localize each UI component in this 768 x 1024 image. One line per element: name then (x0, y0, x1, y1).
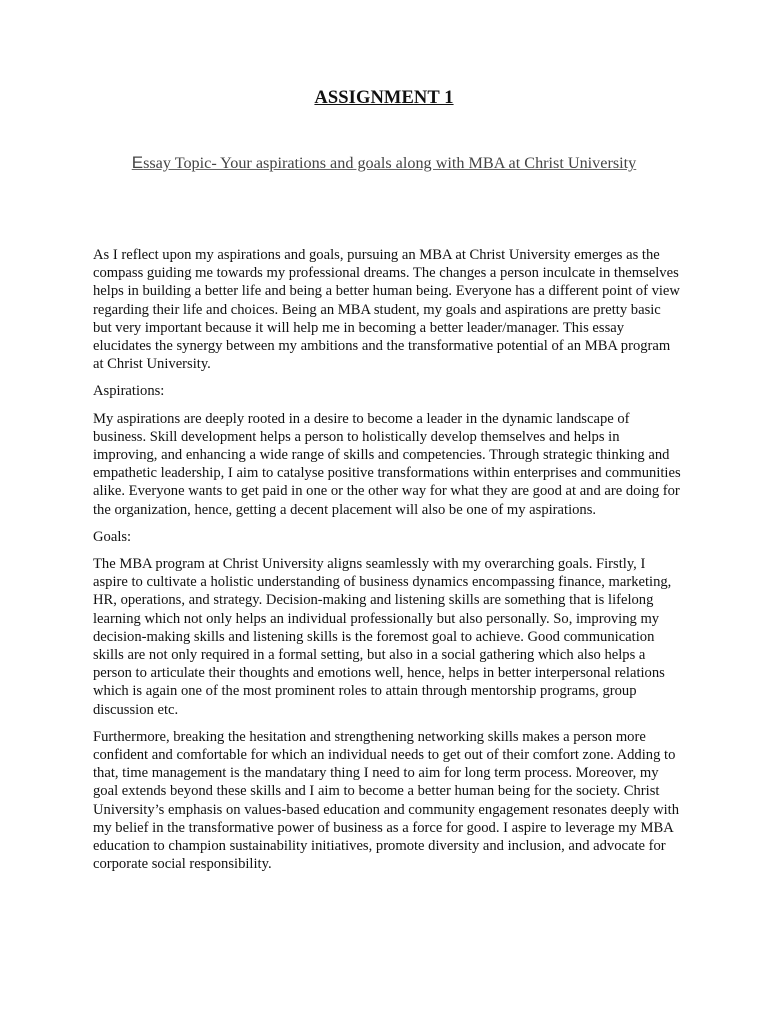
essay-topic (0, 153, 768, 173)
section-heading-aspirations: Aspirations: (93, 383, 165, 400)
essay-topic-text: ssay Topic- Your aspirations and goals along with MBA at Christ University (143, 154, 637, 172)
goals-paragraph: The MBA program at Christ University aligns seamlessly with my overarching goals. Firstly, I aspire to cultivate a holistic understanding of business dynamics encompassing finance, marketing, HR, operations, and strategy. Decision-making and listening skills are something that is lifelong learning which not only helps an individual professionally but also personally. So, improving my decision-making skills and listening skills is the foremost goal to achieve. Good communication skills are not only required in a formal setting, but also in a social gathering which also helps a person to articulate their thoughts and emotions well, hence, helps in better interpersonal relations which is again one of the most prominent roles to attain through mentorship programs, group discussion etc. (93, 556, 672, 718)
essay-topic-first-letter: E (131, 153, 144, 172)
document-title: ASSIGNMENT 1 (314, 88, 454, 108)
intro-paragraph: As I reflect upon my aspirations and goals, pursuing an MBA at Christ University emerges as the compass guiding me towards my professional dreams. The changes a person inculcate in themselves helps in building a better life and being a better human being. Everyone has a different point of view regarding their life and choices. Being an MBA student, my goals and aspirations are pretty basic but very important because it will help me in becoming a better leader/manager. This essay elucidates the synergy between my ambitions and the transformative potential of an MBA program at Christ University. (93, 247, 680, 373)
section-heading-goals: Goals: (93, 528, 132, 545)
essay-body (93, 246, 683, 883)
aspirations-paragraph: My aspirations are deeply rooted in a desire to become a leader in the dynamic landscape of business. Skill development helps a person to holistically develop themselves and helps in improving, and enhancing a wide range of skills and competencies. Through strategic thinking and empathetic leadership, I aim to catalyse positive transformations within enterprises and communities alike. Everyone wants to get paid in one or the other way for what they are good at and are doing for the organization, hence, getting a decent placement will also be one of my aspirations. (93, 410, 681, 518)
furthermore-paragraph: Furthermore, breaking the hesitation and strengthening networking skills makes a person more confident and comfortable for which an individual needs to get out of their comfort zone. Adding to that, time management is the mandatary thing I need to aim for long term process. Moreover, my goal extends beyond these skills and I aim to become a better human being for the society. Christ University’s emphasis on values-based education and community engagement resonates deeply with my belief in the transformative power of business as a force for good. I aspire to leverage my MBA education to champion sustainability initiatives, promote diversity and inclusion, and advocate for corporate social responsibility. (93, 728, 680, 873)
